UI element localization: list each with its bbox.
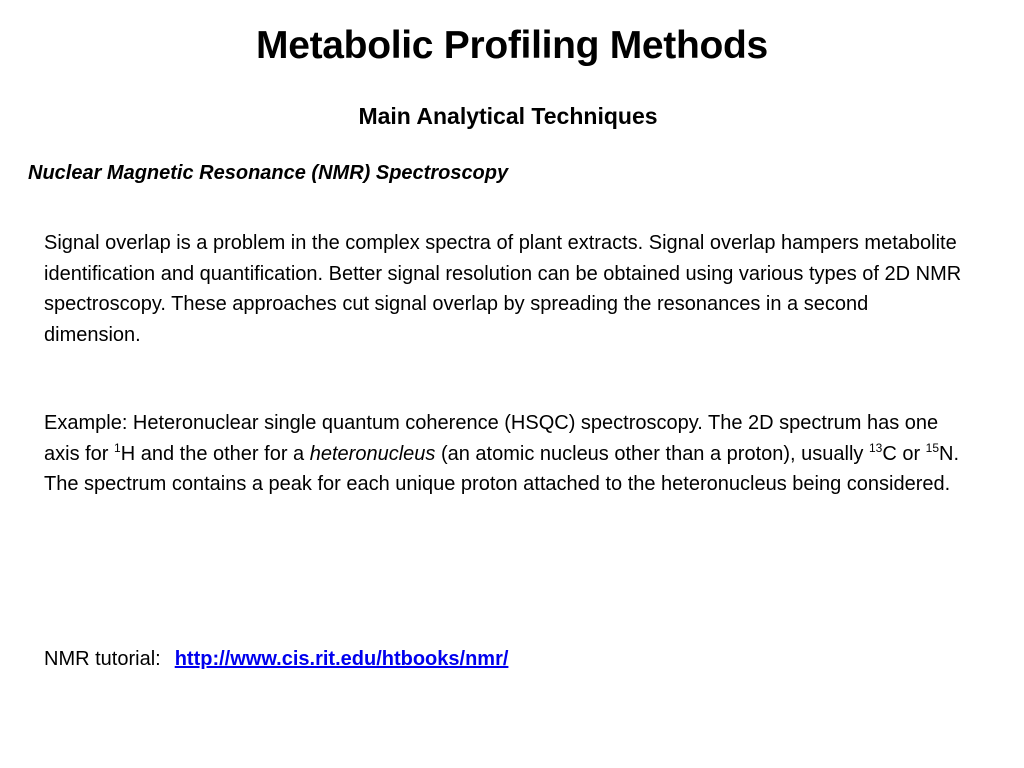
superscript-1: 1	[114, 440, 121, 455]
section-heading: Nuclear Magnetic Resonance (NMR) Spectroscopy	[28, 162, 509, 184]
superscript-13: 13	[868, 440, 883, 455]
tutorial-link[interactable]: http://www.cis.rit.edu/htbooks/nmr/	[174, 648, 509, 670]
slide-title: Metabolic Profiling Methods	[256, 24, 768, 67]
tutorial-line	[44, 648, 508, 671]
paragraph-text: (an atomic nucleus other than a proton), usually	[435, 442, 869, 465]
slide-subtitle: Main Analytical Techniques	[358, 103, 658, 129]
paragraph-text: Example: Heteronuclear single quantum coherence (HSQC) spectroscopy. The 2D spectrum has one axis for	[44, 412, 939, 465]
tutorial-label: NMR tutorial:	[44, 648, 161, 670]
heteronucleus-term: heteronucleus	[309, 442, 436, 465]
paragraph-text: H and the other for a	[120, 442, 310, 465]
paragraph-hsqc-example	[44, 408, 964, 500]
superscript-15: 15	[925, 440, 940, 455]
paragraph-text: C or	[882, 442, 926, 465]
paragraph-signal-overlap: Signal overlap is a problem in the complex spectra of plant extracts. Signal overlap hampers metabolite identification and quantification. Better signal resolution can be obtained using various types of 2D NMR spectroscopy. These approaches cut signal overlap by spreading the resonances in a second dimension.	[44, 232, 962, 346]
paragraph-text: N. The spectrum contains a peak for each unique proton attached to the heteronucleus being considered.	[44, 442, 960, 495]
